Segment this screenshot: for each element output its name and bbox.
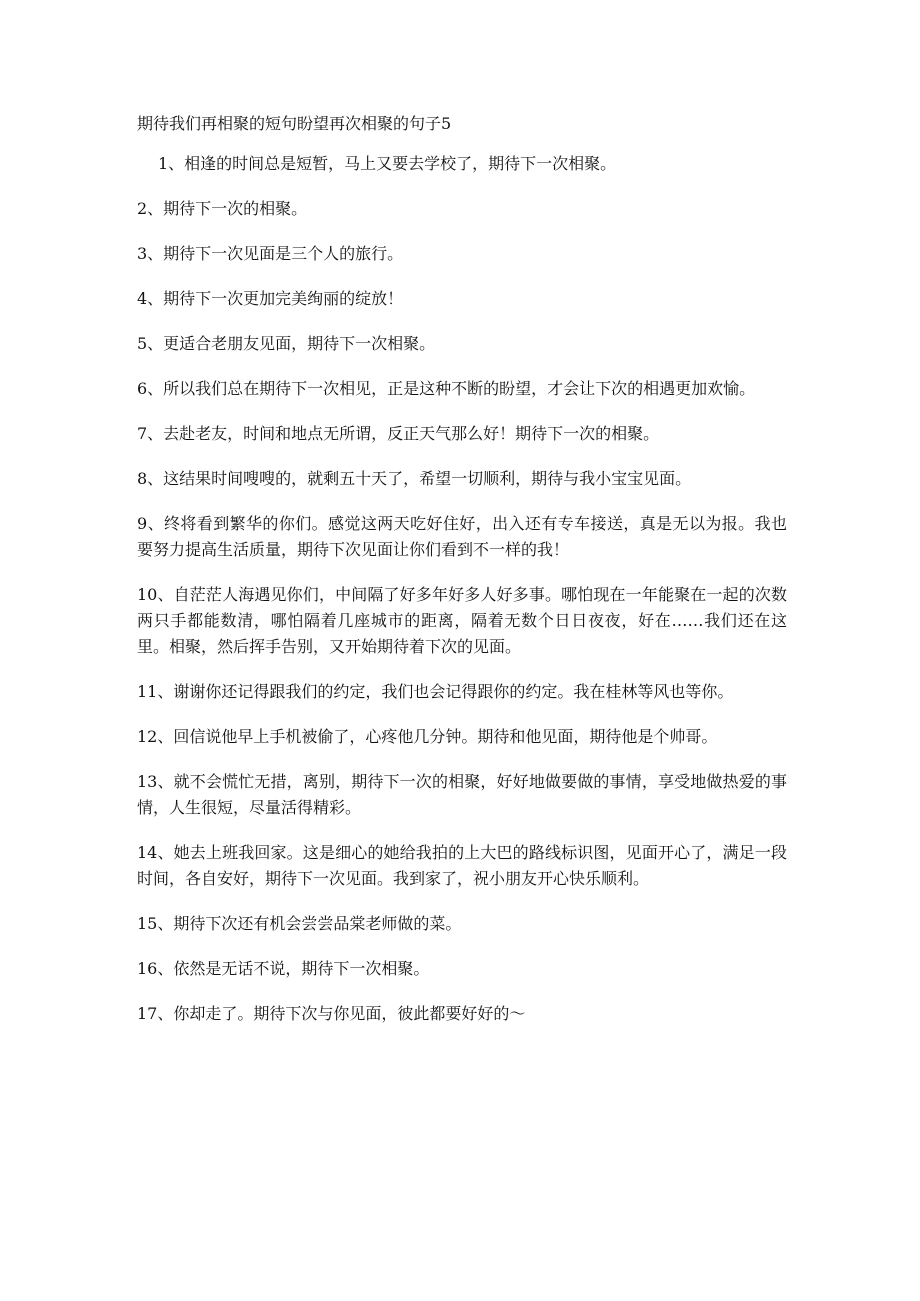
paragraph-4: 4、期待下一次更加完美绚丽的绽放！: [137, 289, 404, 308]
paragraph-10: 10、自茫茫人海遇见你们，中间隔了好多年好多人好多事。哪怕现在一年能聚在一起的次数两只手都能数清，哪怕隔着几座城市的距离，隔着无数个日日夜夜，好在……我们还在这里。相聚，然后挥手告别，又开始期待着下次的见面。: [137, 585, 787, 656]
paragraph-2: 2、期待下一次的相聚。: [137, 199, 308, 218]
paragraph-13: 13、就不会慌忙无措，离别，期待下一次的相聚，好好地做要做的事情，享受地做热爱的事情，人生很短，尽量活得精彩。: [137, 772, 787, 817]
paragraph-1: 1、相逢的时间总是短暂，马上又要去学校了，期待下一次相聚。: [158, 154, 617, 173]
paragraph-3: 3、期待下一次见面是三个人的旅行。: [137, 244, 404, 263]
paragraph-5: 5、更适合老朋友见面，期待下一次相聚。: [137, 334, 436, 353]
paragraph-7: 7、去赴老友，时间和地点无所谓，反正天气那么好！期待下一次的相聚。: [137, 424, 660, 443]
paragraph-6: 6、所以我们总在期待下一次相见，正是这种不断的盼望，才会让下次的相遇更加欢愉。: [137, 379, 756, 398]
paragraph-12: 12、回信说他早上手机被偷了，心疼他几分钟。期待和他见面，期待他是个帅哥。: [137, 727, 718, 746]
paragraph-9: 9、终将看到繁华的你们。感觉这两天吃好住好，出入还有专车接送，真是无以为报。我也要努力提高生活质量，期待下次见面让你们看到不一样的我！: [137, 514, 787, 559]
paragraph-8: 8、这结果时间嗖嗖的，就剩五十天了，希望一切顺利，期待与我小宝宝见面。: [137, 469, 692, 488]
paragraph-15: 15、期待下次还有机会尝尝品棠老师做的菜。: [137, 914, 462, 933]
paragraph-14: 14、她去上班我回家。这是细心的她给我拍的上大巴的路线标识图，见面开心了，满足一段时间，各自安好，期待下一次见面。我到家了，祝小朋友开心快乐顺利。: [137, 843, 787, 888]
paragraph-17: 17、你却走了。期待下次与你见面，彼此都要好好的～: [137, 1004, 526, 1023]
paragraph-11: 11、谢谢你还记得跟我们的约定，我们也会记得跟你的约定。我在桂林等风也等你。: [137, 682, 734, 701]
document-title: 期待我们再相聚的短句盼望再次相聚的句子5: [137, 114, 452, 133]
paragraph-16: 16、依然是无话不说，期待下一次相聚。: [137, 959, 430, 978]
document-body: [137, 111, 787, 1046]
